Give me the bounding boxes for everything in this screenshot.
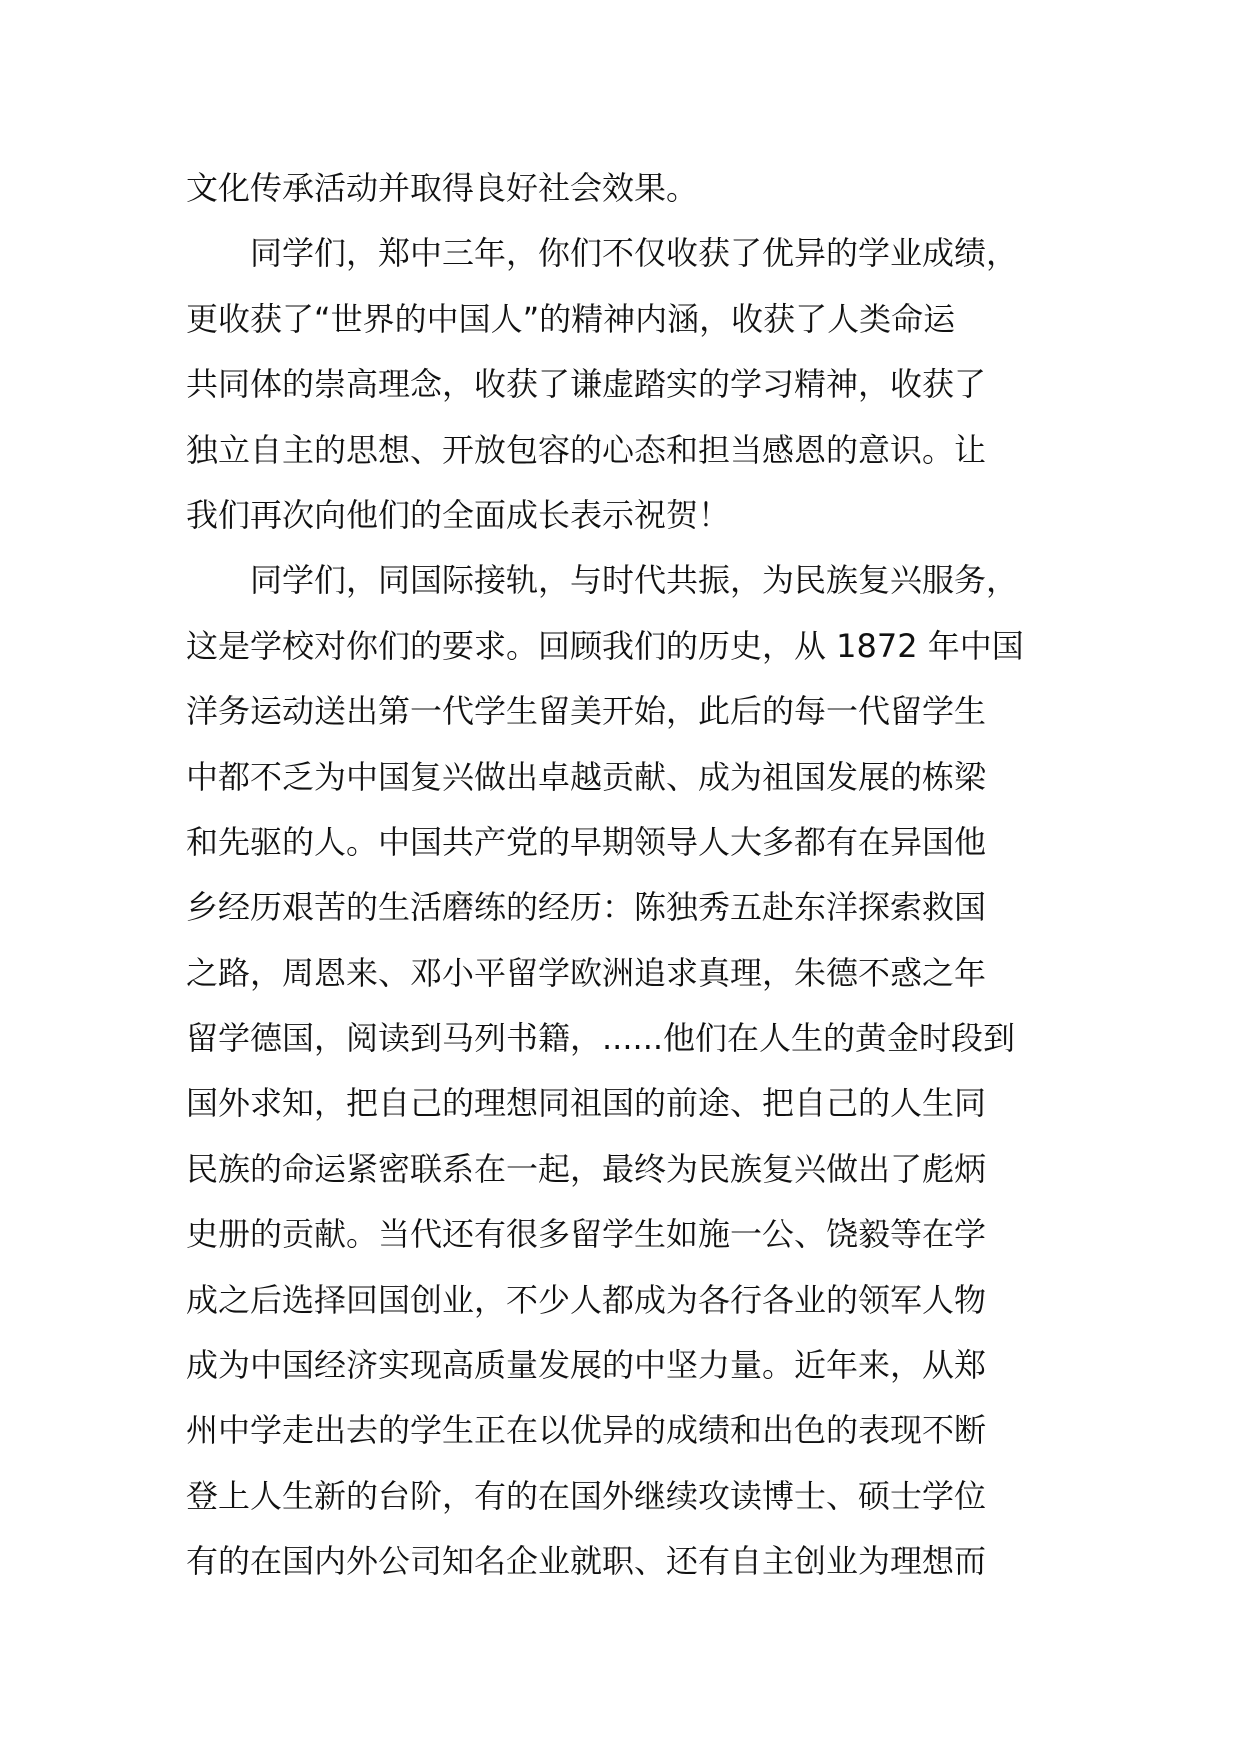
- text-line: 同学们，郑中三年，你们不仅收获了优异的学业成绩，: [186, 234, 1019, 273]
- text-line: 民族的命运紧密联系在一起，最终为民族复兴做出了彪炳: [186, 1149, 987, 1188]
- text-line: 成为中国经济实现高质量发展的中坚力量。近年来，从郑: [186, 1346, 987, 1385]
- text-line: 有的在国内外公司知名企业就职、还有自主创业为理想而: [186, 1542, 987, 1581]
- text-line: 更收获了“世界的中国人”的精神内涵，收获了人类命运: [186, 299, 956, 338]
- text-line: 这是学校对你们的要求。回顾我们的历史，从 1872 年中国: [186, 626, 1024, 665]
- text-line: 之路，周恩来、邓小平留学欧洲追求真理，朱德不惑之年: [186, 953, 987, 992]
- body-text: [186, 167, 1066, 1606]
- text-line: 文化传承活动并取得良好社会效果。: [186, 169, 699, 207]
- text-line: 史册的贡献。当代还有很多留学生如施一公、饶毅等在学: [186, 1215, 987, 1254]
- text-line: 我们再次向他们的全面成长表示祝贺！: [186, 495, 731, 534]
- text-line: 乡经历艰苦的生活磨练的经历：陈独秀五赴东洋探索救国: [186, 888, 987, 927]
- text-line: 独立自主的思想、开放包容的心态和担当感恩的意识。让: [186, 430, 987, 469]
- text-line: 留学德国，阅读到马列书籍，......他们在人生的黄金时段到: [186, 1019, 1016, 1058]
- text-line: 国外求知，把自己的理想同祖国的前途、把自己的人生同: [186, 1084, 987, 1123]
- text-line: 共同体的崇高理念，收获了谦虚踏实的学习精神，收获了: [186, 365, 987, 404]
- text-line: 登上人生新的台阶，有的在国外继续攻读博士、硕士学位: [186, 1476, 987, 1515]
- text-line: 中都不乏为中国复兴做出卓越贡献、成为祖国发展的栋梁: [186, 757, 987, 796]
- text-line: 同学们，同国际接轨，与时代共振，为民族复兴服务，: [186, 561, 1019, 600]
- text-line: 和先驱的人。中国共产党的早期领导人大多都有在异国他: [186, 822, 987, 861]
- text-line: 州中学走出去的学生正在以优异的成绩和出色的表现不断: [186, 1411, 987, 1450]
- text-line: 洋务运动送出第一代学生留美开始，此后的每一代留学生: [186, 692, 987, 731]
- text-line: 成之后选择回国创业，不少人都成为各行各业的领军人物: [186, 1280, 987, 1319]
